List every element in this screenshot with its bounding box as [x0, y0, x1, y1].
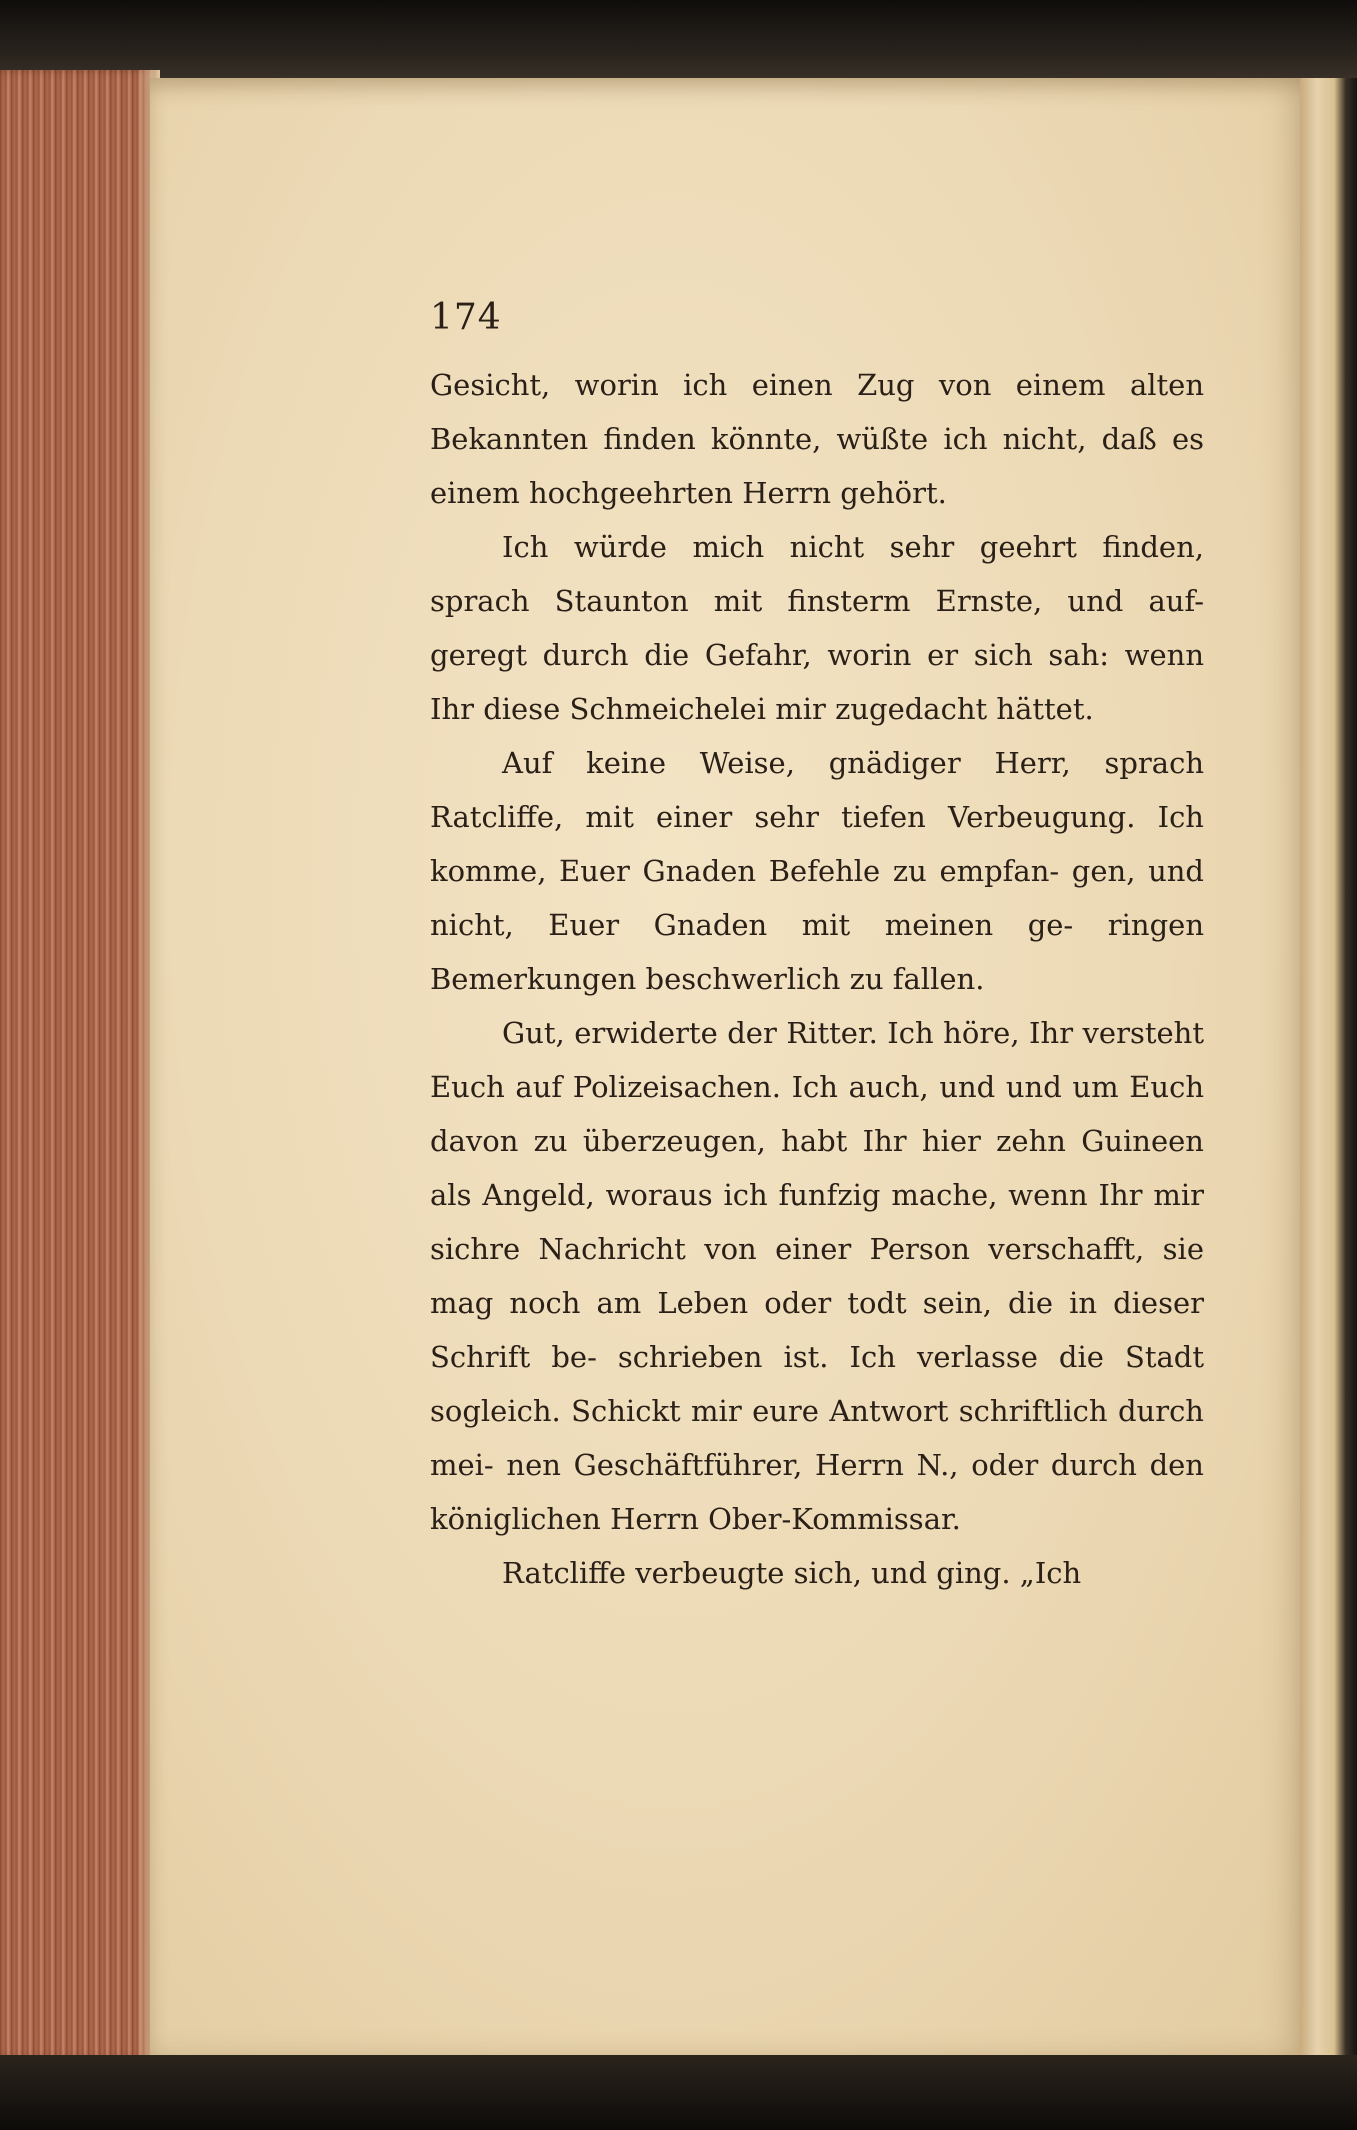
- book-cover-top: [0, 0, 1357, 80]
- paragraph-1: Gesicht, worin ich einen Zug von einem alten Bekannten finden könnte, wüßte ich nicht, daß es einem hochgeehrten Herrn gehört.: [430, 368, 1204, 510]
- book-cover-bottom: [0, 2055, 1357, 2130]
- page-edges-left: [0, 70, 160, 2060]
- paragraph-2: Ich würde mich nicht sehr geehrt finden, sprach Staunton mit finsterm Ernste, und auf- geregt durch die Gefahr, worin er sich sah: wenn Ihr diese Schmeichelei mir zugedacht hättet.: [430, 530, 1204, 726]
- page-edges-right: [1300, 78, 1357, 2078]
- paragraph-5: Ratcliffe verbeugte sich, und ging. „Ich: [502, 1556, 1082, 1590]
- paragraph-4: Gut, erwiderte der Ritter. Ich höre, Ihr versteht Euch auf Polizeisachen. Ich auch, und und um Euch davon zu überzeugen, habt Ihr hier zehn Guineen als Angeld, woraus ich funfzig mache, wenn Ihr mir sichre Nachricht von einer Person verschafft, sie mag noch am Leben oder todt sein, die in dieser Schrift be- schrieben ist. Ich verlasse die Stadt sogleich. Schickt mir eure Antwort schriftlich durch mei- nen Geschäftführer, Herrn N., oder durch den königlichen Herrn Ober-Kommissar.: [430, 1016, 1204, 1536]
- paragraph-3: Auf keine Weise, gnädiger Herr, sprach Ratcliffe, mit einer sehr tiefen Verbeugung. Ich komme, Euer Gnaden Befehle zu empfan- gen, und nicht, Euer Gnaden mit meinen ge- ringen Bemerkungen beschwerlich zu fallen.: [430, 746, 1204, 996]
- page-number: 174: [430, 297, 502, 338]
- page-text: [430, 288, 1204, 1600]
